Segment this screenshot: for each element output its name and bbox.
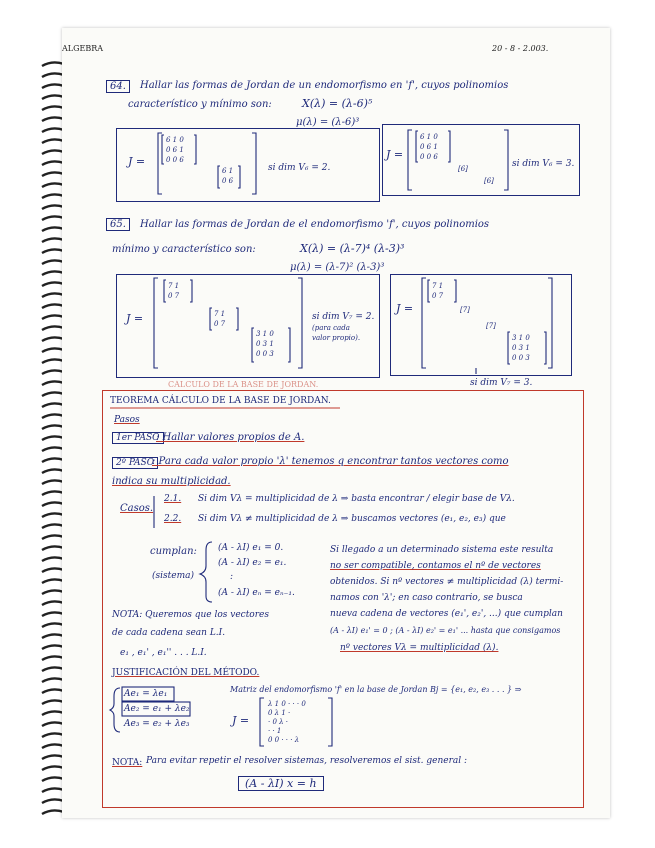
ex64-minpoly: μ(λ) = (λ-6)³ xyxy=(296,117,360,128)
ex65-left-c1: 3 1 0 xyxy=(256,330,274,338)
just-eq1: Ae₁ = λe₁ xyxy=(124,689,168,699)
nota1-line-b: de cada cadena sean L.I. xyxy=(112,628,226,638)
step1-text: : Hallar valores propios de A. xyxy=(156,432,305,443)
faded-heading: CÁLCULO DE LA BASE DE JORDAN. xyxy=(168,380,319,389)
exercise-64-number: 64. xyxy=(106,80,130,93)
final-equation: (A - λI) x = h xyxy=(238,776,324,791)
ex65-left-J: J = xyxy=(126,312,144,325)
step2-text-b: indica su multiplicidad. xyxy=(112,476,231,487)
cumplan-label: cumplan: xyxy=(150,546,197,557)
remark-line3: obtenidos. Si nº vectores ≠ multiplicidad (λ) termi- xyxy=(330,577,564,587)
nota2-text: Para evitar repetir el resolver sistemas, resolveremos el sist. general : xyxy=(146,756,468,766)
ex64-left-r2: 0 6 1 xyxy=(166,146,184,154)
ex64-right-b1: [6] xyxy=(458,165,468,173)
ex64-right-r1: 6 1 0 xyxy=(420,133,438,141)
system-eq2: (A - λI) e₂ = e₁. xyxy=(218,558,287,568)
ex64-right-J: J = xyxy=(386,148,404,161)
ex65-right-c3: 0 0 3 xyxy=(512,354,530,362)
ex65-charpoly: X(λ) = (λ-7)⁴ (λ-3)³ xyxy=(300,242,405,255)
jordan-row1: λ 1 0 · · · 0 xyxy=(268,700,306,708)
ex64-left-J: J = xyxy=(128,155,146,168)
system-eq1: (A - λI) e₁ = 0. xyxy=(218,543,284,553)
ex65-right-a1: 7 1 xyxy=(432,282,444,290)
step2-text-a: : Para cada valor propio 'λ' tenemos q encontrar tantos vectores como xyxy=(152,456,509,467)
case21-text: Si dim Vλ = multiplicidad de λ ⇒ basta encontrar / elegir base de Vλ. xyxy=(198,494,515,504)
ex65-left-cond2: (para cada xyxy=(312,324,350,332)
theorem-title: TEOREMA CÁLCULO DE LA BASE DE JORDAN. xyxy=(110,396,331,406)
remark-line1: Si llegado a un determinado sistema este resulta xyxy=(330,545,554,555)
ex65-left-a1: 7 1 xyxy=(168,282,180,290)
step1-label: 1er PASO xyxy=(112,432,164,444)
ex65-line2: mínimo y característico son: xyxy=(112,244,256,255)
ex65-right-J: J = xyxy=(396,302,414,315)
jordan-row2: 0 λ 1 · xyxy=(268,709,291,717)
nota1-line-a: NOTA: Queremos que los vectores xyxy=(112,610,269,620)
remark-line6: (A - λI) e₁' = 0 ; (A - λI) e₂' = e₁' ... hasta que consigamos xyxy=(330,626,561,635)
ex65-left-cond1: si dim V₇ = 2. xyxy=(312,312,375,322)
ex65-left-c2: 0 3 1 xyxy=(256,340,274,348)
just-eq3: Ae₃ = e₂ + λe₃ xyxy=(124,719,190,729)
remark-line7: nº vectores Vλ = multiplicidad (λ). xyxy=(340,643,499,653)
ex64-right-cond: si dim V₆ = 3. xyxy=(512,159,575,169)
ex65-right-b1: [7] xyxy=(460,306,470,314)
ex65-left-cond3: valor propio). xyxy=(312,334,361,342)
ex65-right-a2: 0 7 xyxy=(432,292,444,300)
ex65-minpoly: μ(λ) = (λ-7)² (λ-3)³ xyxy=(290,262,385,273)
nota2-label: NOTA: xyxy=(112,758,143,768)
ex64-right-b2: [6] xyxy=(484,177,494,185)
just-J: J = xyxy=(232,714,250,727)
step2-label: 2º PASO xyxy=(112,457,158,469)
remark-line5: nueva cadena de vectores (e₁', e₂', ...) que cumplan xyxy=(330,609,563,619)
ex64-line1: Hallar las formas de Jordan de un endomorfismo en 'f', cuyos polinomios xyxy=(140,80,509,91)
ex65-right-cond: si dim V₇ = 3. xyxy=(470,378,533,388)
jordan-row4: · · 1 xyxy=(268,727,282,735)
ex64-left-b1: 6 1 xyxy=(222,167,234,175)
ex65-line1: Hallar las formas de Jordan de el endomorfismo 'f', cuyos polinomios xyxy=(140,219,490,230)
ex65-left-b1: 7 1 xyxy=(214,310,226,318)
matrix-description: Matriz del endomorfismo 'f' en la base de Jordan Bj = {e₁, e₂, e₃ . . . } ⇒ xyxy=(230,685,522,694)
remark-line2: no ser compatible, contamos el nº de vectores xyxy=(330,561,541,571)
ex65-left-a2: 0 7 xyxy=(168,292,180,300)
ex65-left-b2: 0 7 xyxy=(214,320,226,328)
case21-label: 2.1. xyxy=(164,494,182,504)
case22-label: 2.2. xyxy=(164,514,182,524)
pasos-label: Pasos xyxy=(114,415,140,425)
case22-text: Si dim Vλ ≠ multiplicidad de λ ⇒ buscamos vectores (e₁, e₂, e₃) que xyxy=(198,514,506,524)
ex65-right-b2: [7] xyxy=(486,322,496,330)
system-dots: : xyxy=(230,572,234,582)
nota1-line-c: e₁ , e₁' , e₁'' . . . L.I. xyxy=(120,648,207,658)
sistema-label: (sistema) xyxy=(152,571,194,581)
ex64-charpoly: X(λ) = (λ-6)⁵ xyxy=(302,97,373,110)
ex65-right-c2: 0 3 1 xyxy=(512,344,530,352)
ex64-left-b2: 0 6 xyxy=(222,177,234,185)
ex64-left-r3: 0 0 6 xyxy=(166,156,184,164)
casos-label: Casos. xyxy=(120,503,154,514)
date-label: 20 - 8 - 2.003. xyxy=(492,44,549,53)
ex65-left-c3: 0 0 3 xyxy=(256,350,274,358)
subject-label: ALGEBRA xyxy=(62,44,103,53)
jordan-row5: 0 0 · · · λ xyxy=(268,736,300,744)
ex64-left-cond: si dim V₆ = 2. xyxy=(268,163,331,173)
just-eq2: Ae₂ = e₁ + λe₂ xyxy=(124,704,190,714)
justificacion-heading: JUSTIFICACIÓN DEL MÉTODO. xyxy=(112,668,260,678)
ex64-right-r3: 0 0 6 xyxy=(420,153,438,161)
jordan-row3: · 0 λ · xyxy=(268,718,289,726)
ex64-left-r1: 6 1 0 xyxy=(166,136,184,144)
system-eq3: (A - λI) eₙ = eₙ₋₁. xyxy=(218,588,295,598)
ex64-right-r2: 0 6 1 xyxy=(420,143,438,151)
exercise-65-number: 65. xyxy=(106,218,130,231)
ex65-right-c1: 3 1 0 xyxy=(512,334,530,342)
remark-line4: namos con 'λ'; en caso contrario, se busca xyxy=(330,593,523,603)
ex64-line2: característico y mínimo son: xyxy=(128,99,272,110)
